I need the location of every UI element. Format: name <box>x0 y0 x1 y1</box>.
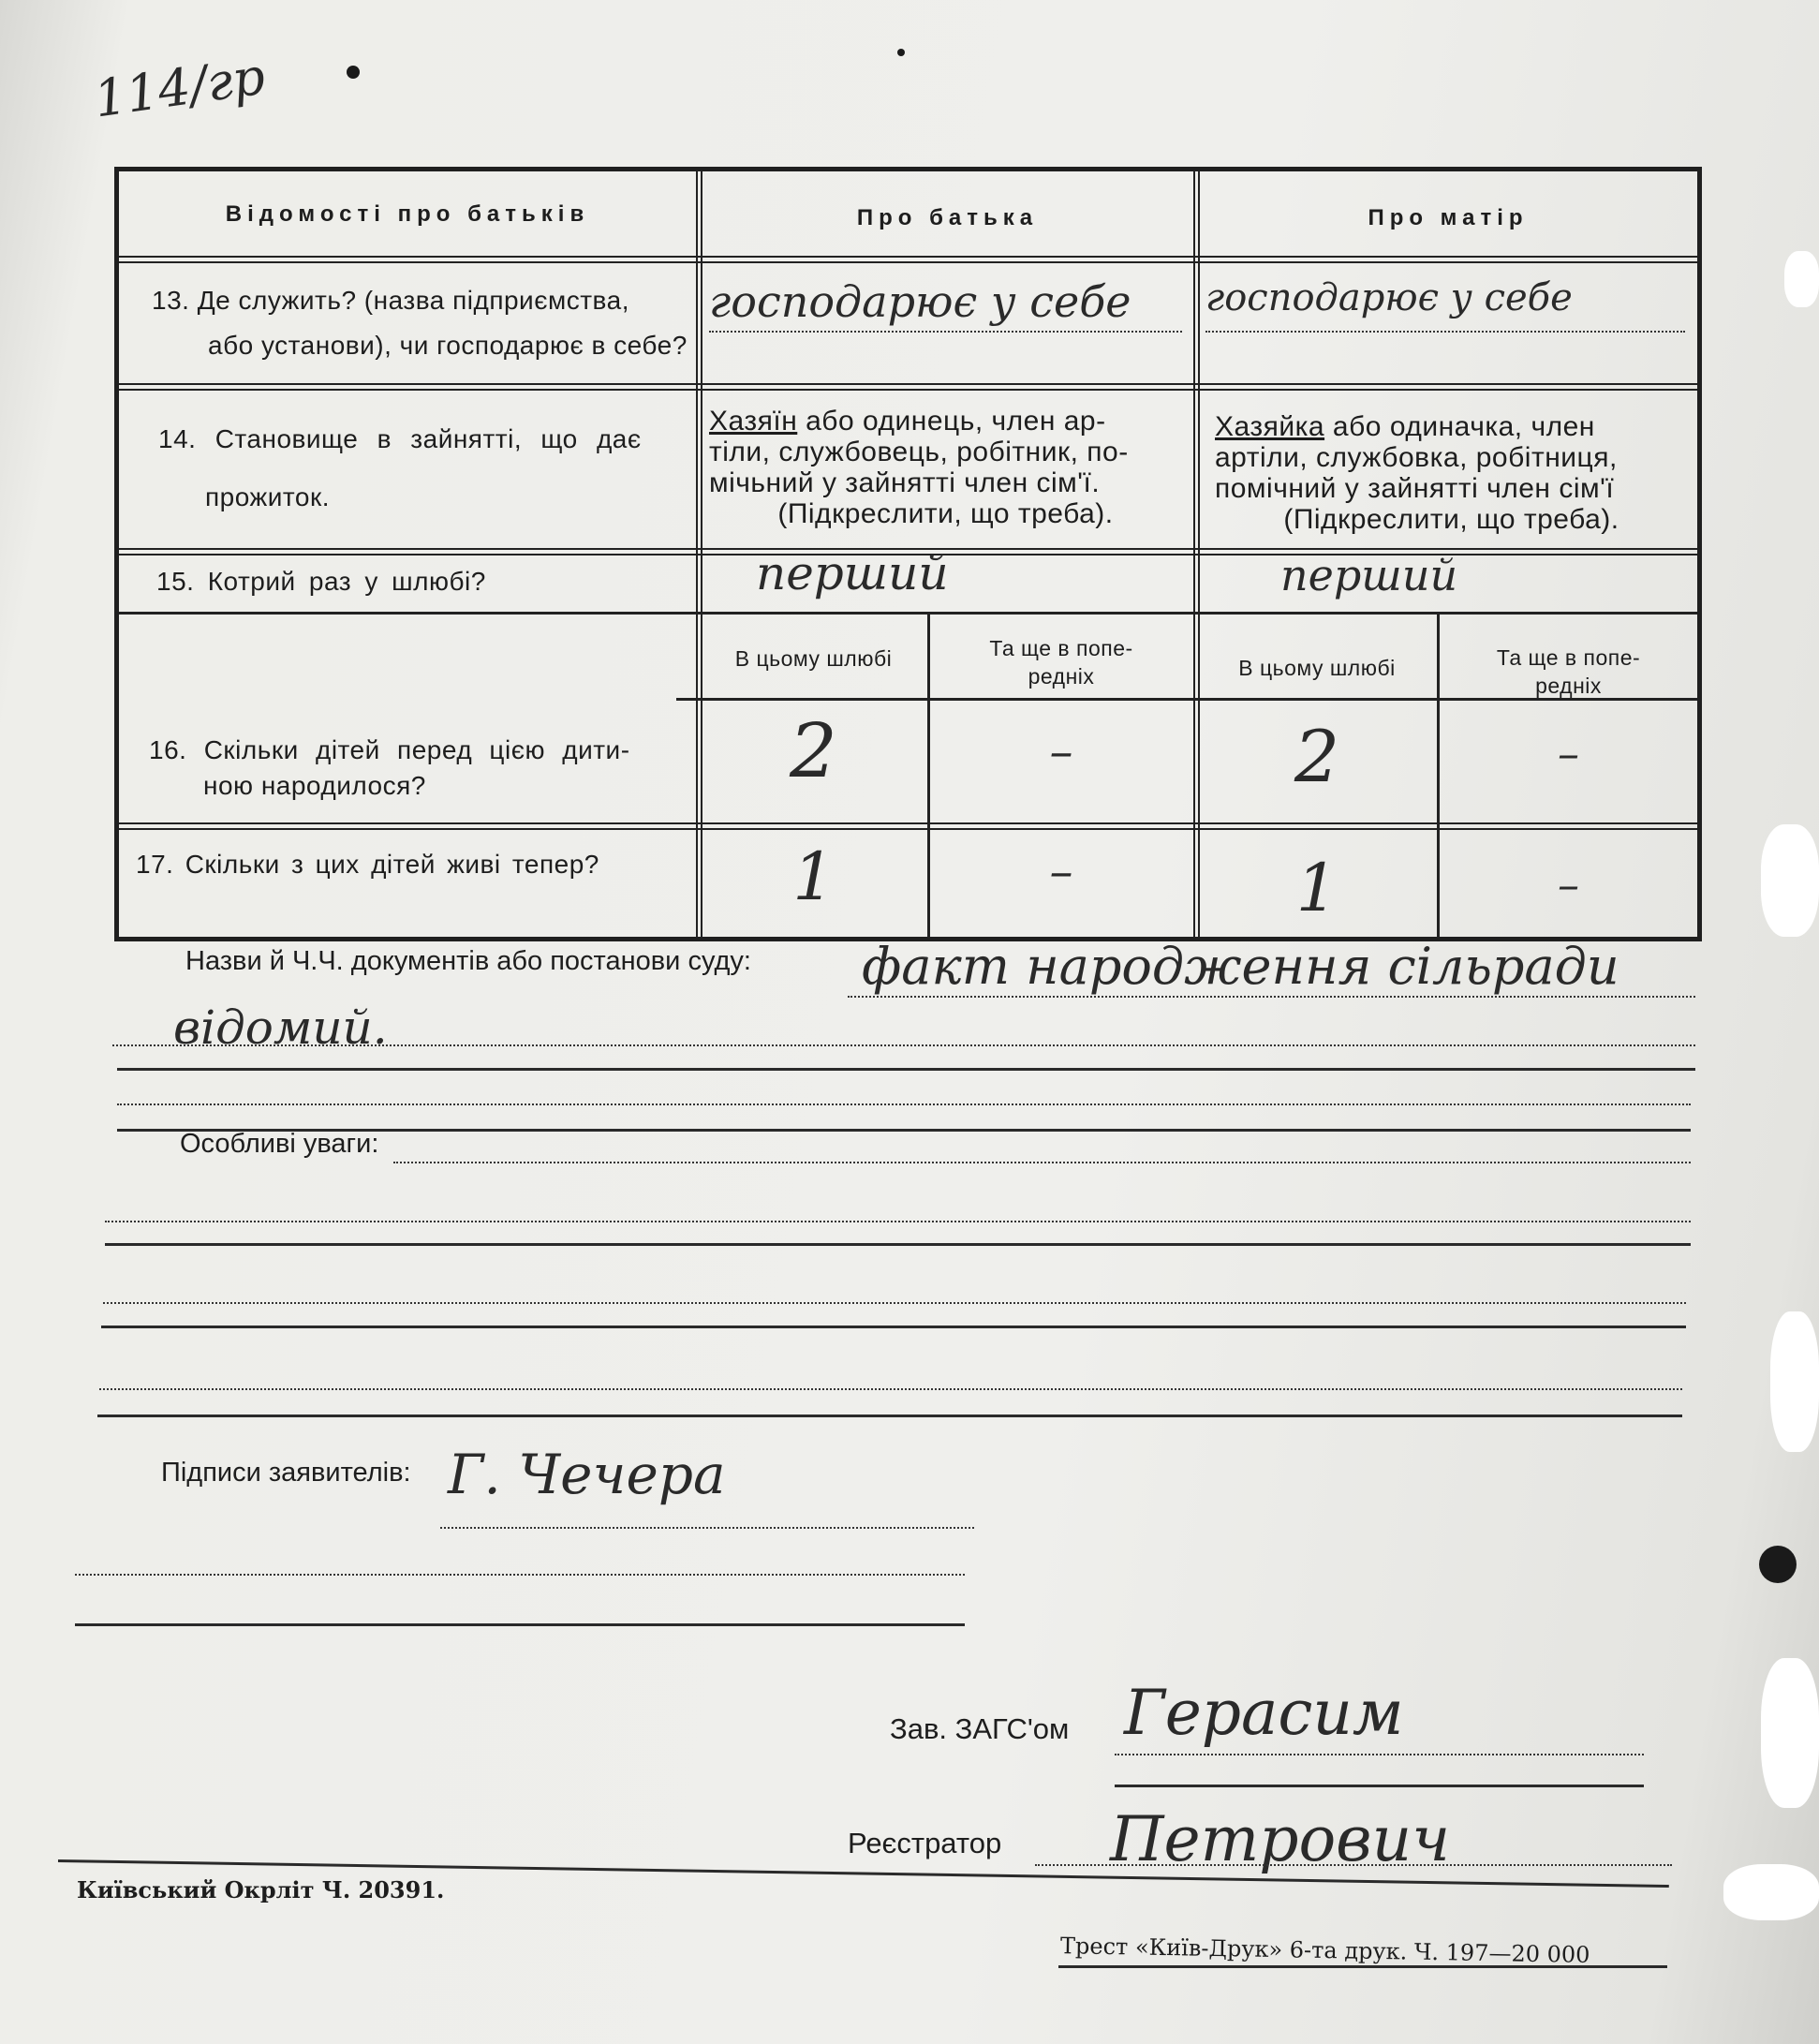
row16-father-this-marriage-header: В цьому шлюбі <box>734 646 893 671</box>
row17-label: 17. Скільки з цих дітей живі тепер? <box>136 850 599 879</box>
row13-dotted-line <box>1205 331 1685 333</box>
registrar-signature: Петрович <box>1110 1803 1451 1875</box>
punch-hole <box>1723 1864 1819 1920</box>
row15-label: 15. Котрий раз у шлюбі? <box>156 567 486 596</box>
applicant-signature: Г. Чечера <box>448 1443 726 1506</box>
table-rule <box>119 822 1697 830</box>
mother-underlined-owner: Хазяйка <box>1215 411 1325 442</box>
row16-father-previous-header <box>930 634 1192 690</box>
table-rule <box>1193 171 1200 938</box>
parents-info-table <box>114 167 1702 941</box>
father-underlined-owner: Хазяїн <box>709 406 798 437</box>
remarks-rule <box>105 1243 1691 1246</box>
remarks-dotted-line <box>105 1221 1691 1222</box>
mother-options-line2: артіли, службовка, робітниця, <box>1215 442 1618 473</box>
header-father: Про батька <box>856 205 1039 230</box>
row17-mother-this-value: 1 <box>1295 850 1338 926</box>
table-rule <box>119 612 1697 615</box>
row17-father-this-value: 1 <box>792 838 835 915</box>
row16-label-line2: ною народилося? <box>203 771 426 800</box>
row15-father-answer: перший <box>756 546 949 600</box>
mother-prev-line2: редніх <box>1535 674 1602 698</box>
punch-hole-shadow <box>1759 1546 1797 1583</box>
punch-hole <box>1784 251 1819 307</box>
father-options-line3: мічьний у зайнятті член сім'ї. <box>709 467 1101 498</box>
remarks-dotted-line <box>103 1302 1686 1304</box>
row13-father-answer: господарює у себе <box>709 276 1131 327</box>
row15-mother-answer: перший <box>1280 550 1458 600</box>
punch-hole <box>1761 824 1819 937</box>
punch-hole <box>1770 1311 1819 1452</box>
row13-label-line1: 13. Де служить? (назва підприємства, <box>152 286 629 315</box>
row14-mother-options <box>1215 411 1688 535</box>
remarks-rule <box>101 1326 1686 1328</box>
row16-mother-this-marriage-header: В цьому шлюбі <box>1238 656 1396 680</box>
table-rule <box>119 383 1697 391</box>
row16-father-prev-value: – <box>1049 724 1073 778</box>
remarks-rule <box>97 1415 1682 1417</box>
applicant-dotted-line <box>75 1574 965 1576</box>
row14-father-options <box>709 406 1182 529</box>
documents-dotted-line <box>112 1044 1695 1046</box>
mother-options-line4: (Підкреслити, що треба). <box>1283 504 1619 535</box>
row14-label-line2: прожиток. <box>205 482 330 511</box>
ink-stain <box>897 49 905 56</box>
row17-mother-prev-value: – <box>1558 859 1579 910</box>
punch-hole <box>1761 1658 1819 1808</box>
registrar-label: Реєстратор <box>848 1827 1002 1859</box>
zags-head-label: Зав. ЗАГС'ом <box>890 1712 1070 1745</box>
row16-mother-previous-header <box>1440 644 1697 700</box>
documents-answer-line2: відомий. <box>173 1000 388 1055</box>
father-options-line2: тіли, службовець, робітник, по- <box>709 437 1129 467</box>
zags-rule <box>1115 1785 1644 1787</box>
row13-mother-answer: господарює у себе <box>1205 276 1573 319</box>
remarks-dotted-line <box>393 1162 1691 1163</box>
mother-prev-line1: Та ще в попе- <box>1496 645 1641 670</box>
header-mother: Про матір <box>1368 205 1529 230</box>
footer-right-imprint: Трест «Київ-Друк» 6-та друк. Ч. 197—20 000 <box>1059 1933 1590 1968</box>
row17-father-prev-value: – <box>1049 844 1073 898</box>
header-parents-info: Відомості про батьків <box>225 201 590 227</box>
row16-label-line1: 16. Скільки дітей перед цією дити- <box>149 735 630 764</box>
remarks-label: Особливі уваги: <box>180 1129 379 1159</box>
footer-left-imprint: Київський Окрліт Ч. 20391. <box>77 1876 445 1903</box>
remarks-dotted-line <box>99 1388 1682 1390</box>
mother-options-line3: помічний у зайнятті член сім'ї <box>1215 473 1615 504</box>
applicant-signature-label: Підписи заявителів: <box>161 1458 411 1488</box>
ink-stain <box>347 66 360 79</box>
zags-dotted-line <box>1115 1754 1644 1755</box>
father-options-line1: або одинець, член ар- <box>797 406 1106 437</box>
documents-label: Назви й Ч.Ч. документів або постанови суду: <box>185 946 751 976</box>
row16-mother-this-value: 2 <box>1294 715 1340 798</box>
father-prev-line1: Та ще в попе- <box>989 636 1133 660</box>
row13-label-line2: або установи), чи господарює в себе? <box>208 331 688 360</box>
applicant-rule <box>75 1623 965 1626</box>
registrar-dotted-line <box>1035 1864 1672 1866</box>
mother-options-line1: або одиначка, член <box>1324 411 1595 442</box>
row13-dotted-line <box>709 331 1182 333</box>
zags-head-signature: Герасим <box>1124 1677 1404 1749</box>
row16-mother-prev-value: – <box>1558 728 1579 778</box>
documents-rule <box>117 1068 1695 1071</box>
father-prev-line2: редніх <box>1028 664 1095 689</box>
father-options-line4: (Підкреслити, що треба). <box>777 498 1114 529</box>
row14-label-line1: 14. Становище в зайнятті, що дає <box>158 424 642 453</box>
documents-answer-line1: факт народження сільради <box>862 937 1619 996</box>
documents-dotted-line <box>117 1103 1691 1105</box>
table-rule <box>696 171 702 938</box>
row16-father-this-value: 2 <box>790 707 837 794</box>
corner-note: 114/гр <box>90 46 269 129</box>
applicant-dotted-line <box>440 1527 974 1529</box>
table-rule <box>119 256 1697 263</box>
documents-dotted-line <box>848 996 1695 998</box>
